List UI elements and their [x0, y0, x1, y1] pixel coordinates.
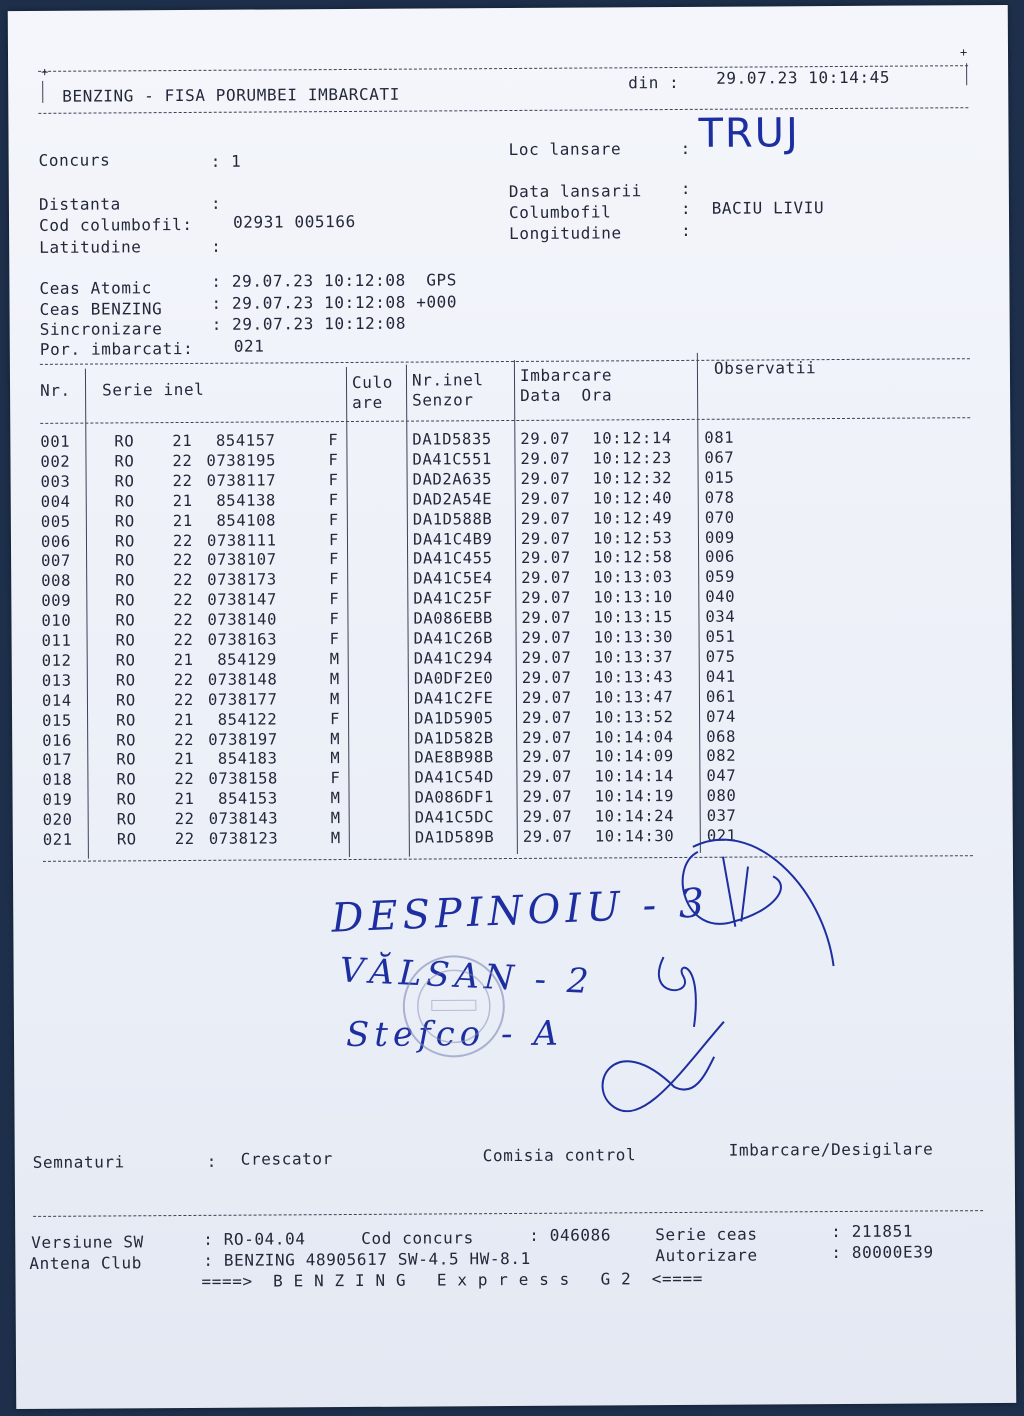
cell-c: RO	[114, 531, 135, 550]
cod-concurs-label: Cod concurs	[361, 1228, 474, 1248]
cell-y: 21	[172, 431, 193, 451]
col-culo-header: Culo	[351, 372, 394, 392]
cell-time: 10:12:53	[592, 528, 673, 548]
loc-lansare-label: Loc lansare	[508, 139, 622, 160]
cell-c: RO	[115, 611, 136, 630]
cell-obs: 041	[705, 667, 736, 686]
cell-ring: 854138	[216, 491, 276, 510]
ceas-atomic-label: Ceas Atomic	[39, 278, 153, 298]
cell-date: 29.07	[521, 688, 572, 707]
cell-s: F	[328, 530, 339, 549]
cell-sensor: DAD2A54E	[412, 489, 493, 509]
cell-ring: 0738173	[207, 570, 277, 590]
versiune-label: Versiune SW	[31, 1232, 144, 1252]
cell-y: 22	[173, 670, 194, 689]
autorizare-label: Autorizare	[655, 1245, 758, 1266]
cell-s: F	[330, 709, 341, 728]
col-nr-header: Nr.	[39, 380, 71, 400]
cell-date: 29.07	[520, 429, 571, 448]
cell-c: RO	[115, 651, 136, 670]
cell-sensor: DA1D5905	[414, 708, 494, 728]
cell-c: RO	[114, 472, 135, 491]
cell-y: 22	[174, 829, 195, 849]
antena-club-value: : BENZING 48905617 SW-4.5 HW-8.1	[203, 1248, 531, 1270]
cell-sensor: DA1D5835	[412, 430, 492, 449]
cell-s: F	[330, 769, 341, 788]
semnaturi-sep: :	[206, 1151, 218, 1171]
cell-obs: 075	[705, 647, 736, 666]
cell-obs: 080	[706, 786, 737, 806]
cell-nr: 001	[40, 432, 71, 451]
official-stamp	[393, 948, 514, 1069]
col-dataora-header: Data Ora	[520, 385, 613, 405]
cell-y: 22	[173, 571, 194, 590]
cell-time: 10:12:23	[592, 448, 673, 468]
loc-lansare-sep: :	[680, 138, 691, 158]
cell-ring: 854122	[217, 710, 278, 729]
latitudine-label: Latitudine	[39, 237, 142, 257]
cell-time: 10:13:52	[594, 707, 674, 727]
cell-y: 22	[173, 551, 194, 570]
cell-c: RO	[114, 452, 135, 471]
cell-nr: 018	[42, 770, 73, 790]
cell-s: M	[329, 649, 340, 669]
cell-s: M	[329, 689, 340, 708]
cell-ring: 0738197	[208, 729, 278, 749]
cell-obs: 006	[705, 548, 735, 567]
cell-s: F	[328, 470, 339, 489]
signature-scribbles	[573, 826, 875, 1148]
cell-obs: 037	[706, 806, 737, 825]
cell-date: 29.07	[520, 509, 571, 528]
cell-c: RO	[114, 432, 135, 451]
cell-sensor: DA41C4B9	[412, 529, 493, 549]
cell-s: M	[330, 749, 341, 768]
cell-y: 21	[172, 511, 193, 530]
cell-c: RO	[116, 770, 137, 789]
cell-sensor: DA41C54D	[414, 768, 494, 787]
cod-columbofil-label: Cod columbofil:	[38, 214, 193, 235]
cell-ring: 854129	[217, 650, 277, 669]
cell-time: 10:13:47	[593, 687, 674, 707]
cell-sensor: DA0DF2E0	[413, 668, 494, 688]
cell-obs: 070	[704, 508, 735, 527]
cell-date: 29.07	[522, 827, 573, 846]
cell-ring: 0738123	[208, 829, 279, 848]
cell-obs: 051	[705, 627, 736, 646]
cell-y: 22	[174, 730, 195, 749]
header-din-value: 29.07.23 10:14:45	[716, 67, 891, 88]
por-imbarcati-value: 021	[233, 336, 265, 356]
serie-ceas-label: Serie ceas	[655, 1224, 758, 1245]
data-lansarii-value: :	[680, 178, 692, 198]
cell-obs: 081	[704, 428, 735, 447]
cell-s: M	[330, 789, 341, 808]
cell-date: 29.07	[520, 449, 571, 468]
cell-sensor: DAE8B98B	[414, 748, 494, 767]
cell-obs: 009	[704, 528, 735, 547]
cell-time: 10:12:40	[592, 488, 673, 508]
distanta-label: Distanta	[38, 194, 121, 214]
cell-y: 21	[173, 650, 194, 669]
cell-ring: 0738143	[208, 809, 279, 828]
footer-top-rule	[33, 1210, 983, 1217]
handwritten-note-despinoiu: DESPINOIU - 3	[330, 880, 711, 942]
cell-y: 21	[174, 750, 195, 769]
cell-date: 29.07	[520, 489, 571, 508]
cell-c: RO	[115, 571, 136, 590]
cell-sensor: DA41C294	[413, 649, 494, 668]
handwritten-note-valsan: VĂLSAN - 2	[338, 950, 595, 1003]
cell-date: 29.07	[521, 668, 572, 687]
cell-y: 22	[174, 810, 195, 829]
concurs-value: : 1	[210, 151, 242, 171]
cell-s: M	[329, 669, 340, 688]
ceas-atomic-value: : 29.07.23 10:12:08 GPS	[211, 270, 458, 291]
columbofil-label: Columbofil	[508, 202, 612, 223]
col-are-header: are	[352, 392, 383, 412]
cell-time: 10:13:37	[593, 647, 674, 667]
cell-sensor: DA41C455	[413, 549, 493, 568]
cell-ring: 0738195	[206, 451, 277, 470]
cell-nr: 016	[42, 731, 73, 750]
cell-obs: 021	[706, 826, 737, 845]
cell-y: 22	[172, 451, 193, 470]
col-observatii-header: Observatii	[713, 358, 817, 378]
cell-nr: 019	[42, 790, 73, 810]
cell-ring: 0738148	[207, 670, 278, 689]
cell-sensor: DA1D589B	[414, 828, 495, 847]
cell-nr: 006	[40, 532, 71, 551]
cell-time: 10:14:04	[594, 727, 674, 746]
longitudine-label: Longitudine	[509, 223, 622, 244]
cell-nr: 011	[41, 631, 72, 650]
cell-nr: 020	[42, 810, 73, 829]
printout-sheet	[8, 5, 1017, 1409]
cell-obs: 074	[706, 707, 736, 726]
cell-ring: 854153	[218, 789, 278, 808]
comisia-control-label: Comisia control	[482, 1145, 637, 1166]
cell-c: RO	[115, 551, 136, 570]
cell-ring: 0738140	[207, 610, 278, 629]
header-right-bar	[966, 63, 967, 85]
cell-time: 10:14:19	[594, 787, 675, 806]
cell-s: M	[330, 829, 341, 848]
columbofil-value: : BACIU LIVIU	[680, 198, 825, 218]
col-imbarcare-header: Imbarcare	[519, 365, 613, 385]
table-top-rule	[40, 358, 970, 365]
loc-lansare-handwritten: TRUJ	[698, 110, 800, 157]
cell-time: 10:13:43	[593, 667, 674, 687]
cell-c: RO	[114, 511, 135, 531]
imbarcare-desigilare-label: Imbarcare/Desigilare	[728, 1139, 934, 1160]
cell-c: RO	[116, 730, 137, 749]
cell-time: 10:13:10	[593, 588, 673, 607]
cell-nr: 010	[41, 611, 72, 630]
cell-s: F	[329, 570, 340, 589]
cell-y: 22	[172, 471, 193, 490]
cell-sensor: DA41C26B	[413, 629, 494, 648]
crescator-label: Crescator	[240, 1149, 333, 1169]
cell-obs: 082	[706, 747, 737, 766]
cell-sensor: DA1D588B	[412, 509, 493, 529]
cell-y: 22	[173, 591, 194, 610]
cell-nr: 013	[41, 671, 72, 690]
cell-c: RO	[115, 631, 136, 650]
col-senzor-header: Senzor	[412, 390, 474, 410]
serie-ceas-value: : 211851	[831, 1221, 914, 1242]
cell-sensor: DAD2A635	[412, 469, 493, 489]
cell-date: 29.07	[522, 708, 572, 727]
cell-time: 10:14:09	[594, 747, 674, 766]
cell-nr: 014	[41, 691, 72, 710]
col-serie-header: Serie inel	[101, 379, 205, 400]
cell-c: RO	[115, 591, 136, 610]
cell-date: 29.07	[521, 588, 572, 608]
cell-time: 10:12:32	[592, 468, 673, 488]
cell-obs: 061	[705, 687, 736, 706]
distanta-value: :	[210, 193, 222, 213]
cell-s: F	[328, 450, 339, 470]
cell-ring: 854108	[216, 511, 277, 530]
cell-c: RO	[116, 810, 137, 829]
data-lansarii-label: Data lansarii	[508, 181, 642, 202]
cell-time: 10:12:58	[593, 548, 673, 567]
cell-obs: 047	[706, 766, 737, 786]
por-imbarcati-label: Por. imbarcati:	[39, 338, 194, 359]
benzing-express-banner: ====> B E N Z I N G E x p r e s s G 2 <====	[201, 1268, 703, 1291]
cell-c: RO	[116, 790, 137, 809]
cell-time: 10:14:30	[594, 827, 675, 846]
cell-y: 21	[174, 790, 195, 809]
rule-cross: +	[41, 64, 49, 79]
versiune-value: : RO-04.04	[203, 1229, 306, 1249]
cell-sensor: DA41C5E4	[413, 569, 493, 588]
cell-s: F	[328, 431, 339, 450]
cell-y: 22	[173, 611, 194, 630]
cell-sensor: DA086EBB	[413, 609, 493, 628]
cell-nr: 002	[40, 452, 71, 471]
cell-y: 21	[174, 710, 195, 729]
cell-sensor: DA41C25F	[413, 589, 493, 608]
cell-time: 10:14:14	[594, 767, 674, 786]
cell-nr: 015	[42, 711, 72, 730]
cell-nr: 007	[41, 552, 71, 571]
cell-s: M	[330, 809, 341, 828]
cell-ring: 0738177	[207, 690, 278, 709]
cell-c: RO	[116, 750, 137, 769]
cod-columbofil-value: 02931 005166	[232, 211, 356, 232]
latitudine-value: :	[211, 236, 222, 256]
header-din-label: din :	[628, 72, 680, 93]
cell-sensor: DA41C2FE	[413, 688, 494, 708]
cell-ring: 0738158	[208, 769, 279, 789]
sincronizare-value: : 29.07.23 10:12:08	[211, 313, 407, 334]
cell-s: F	[328, 510, 339, 529]
cell-date: 29.07	[520, 529, 571, 548]
cell-ring: 854183	[217, 749, 278, 769]
cell-nr: 009	[41, 591, 72, 611]
cell-c: RO	[116, 710, 137, 730]
cell-time: 10:12:14	[592, 429, 672, 448]
cell-y: 21	[172, 491, 193, 510]
cell-sensor: DA41C5DC	[414, 808, 495, 827]
cell-sensor: DA1D582B	[414, 728, 494, 748]
cell-obs: 059	[705, 567, 736, 587]
col-nrinel-header: Nr.inel	[411, 370, 484, 390]
cell-ring: 0738117	[206, 471, 277, 490]
cell-s: F	[329, 590, 340, 609]
cell-c: RO	[115, 690, 136, 710]
cell-date: 29.07	[521, 648, 572, 667]
cell-y: 22	[173, 690, 194, 709]
cell-nr: 005	[40, 512, 71, 531]
cell-sensor: DA41C551	[412, 450, 493, 469]
ceas-benzing-value: : 29.07.23 10:12:08 +000	[211, 292, 458, 313]
cell-obs: 067	[704, 448, 735, 467]
cell-nr: 021	[42, 830, 73, 849]
cell-s: F	[328, 490, 339, 509]
cod-concurs-value: : 046086	[529, 1225, 612, 1245]
cell-s: F	[329, 610, 340, 629]
cell-ring: 0738147	[207, 590, 277, 610]
cell-date: 29.07	[522, 748, 573, 767]
header-bottom-rule	[38, 107, 968, 114]
cell-date: 29.07	[522, 767, 573, 787]
cell-y: 22	[174, 770, 195, 789]
cell-c: RO	[116, 830, 137, 849]
autorizare-value: : 80000E39	[831, 1242, 934, 1263]
cell-c: RO	[115, 671, 136, 690]
cell-s: M	[330, 729, 341, 748]
header-title: BENZING - FISA PORUMBEI IMBARCATI	[62, 84, 400, 106]
cell-ring: 854157	[215, 431, 276, 450]
cell-time: 10:12:49	[592, 508, 673, 528]
cell-nr: 008	[41, 571, 72, 591]
semnaturi-label: Semnaturi	[32, 1152, 125, 1172]
cell-time: 10:13:30	[593, 628, 674, 647]
cell-date: 29.07	[522, 787, 573, 807]
cell-date: 29.07	[521, 549, 571, 568]
cell-date: 29.07	[521, 568, 571, 588]
longitudine-value: :	[681, 220, 692, 240]
rule-cross: +	[959, 45, 968, 60]
cell-time: 10:13:03	[593, 568, 673, 587]
cell-s: F	[329, 550, 340, 569]
cell-nr: 003	[40, 472, 71, 491]
cell-ring: 0738163	[207, 630, 278, 649]
cell-date: 29.07	[520, 469, 571, 488]
cell-obs: 078	[704, 488, 735, 507]
cell-obs: 040	[705, 587, 736, 607]
handwritten-note-stefco: Stefco - A	[345, 1013, 563, 1056]
cell-date: 29.07	[522, 728, 572, 747]
sincronizare-label: Sincronizare	[39, 319, 163, 339]
cell-ring: 0738111	[206, 530, 277, 550]
ceas-benzing-label: Ceas BENZING	[39, 299, 163, 319]
cell-date: 29.07	[521, 608, 572, 628]
cell-nr: 012	[41, 651, 72, 670]
cell-sensor: DA086DF1	[414, 788, 495, 807]
cell-date: 29.07	[521, 628, 572, 647]
cell-nr: 017	[42, 751, 73, 770]
cell-date: 29.07	[522, 807, 573, 827]
cell-obs: 068	[706, 727, 737, 746]
cell-ring: 0738107	[207, 550, 277, 570]
cell-y: 22	[173, 630, 194, 650]
cell-y: 22	[172, 531, 193, 550]
antena-club-label: Antena Club	[29, 1253, 143, 1273]
cell-s: F	[329, 630, 340, 649]
table-header-rule	[40, 417, 970, 424]
concurs-label: Concurs	[38, 150, 111, 170]
cell-nr: 004	[40, 492, 71, 511]
cell-obs: 015	[704, 468, 735, 487]
cell-time: 10:14:24	[594, 807, 675, 826]
cell-obs: 034	[705, 607, 736, 626]
header-left-bar	[42, 81, 43, 103]
cell-time: 10:13:15	[593, 608, 673, 627]
cell-c: RO	[114, 491, 135, 511]
